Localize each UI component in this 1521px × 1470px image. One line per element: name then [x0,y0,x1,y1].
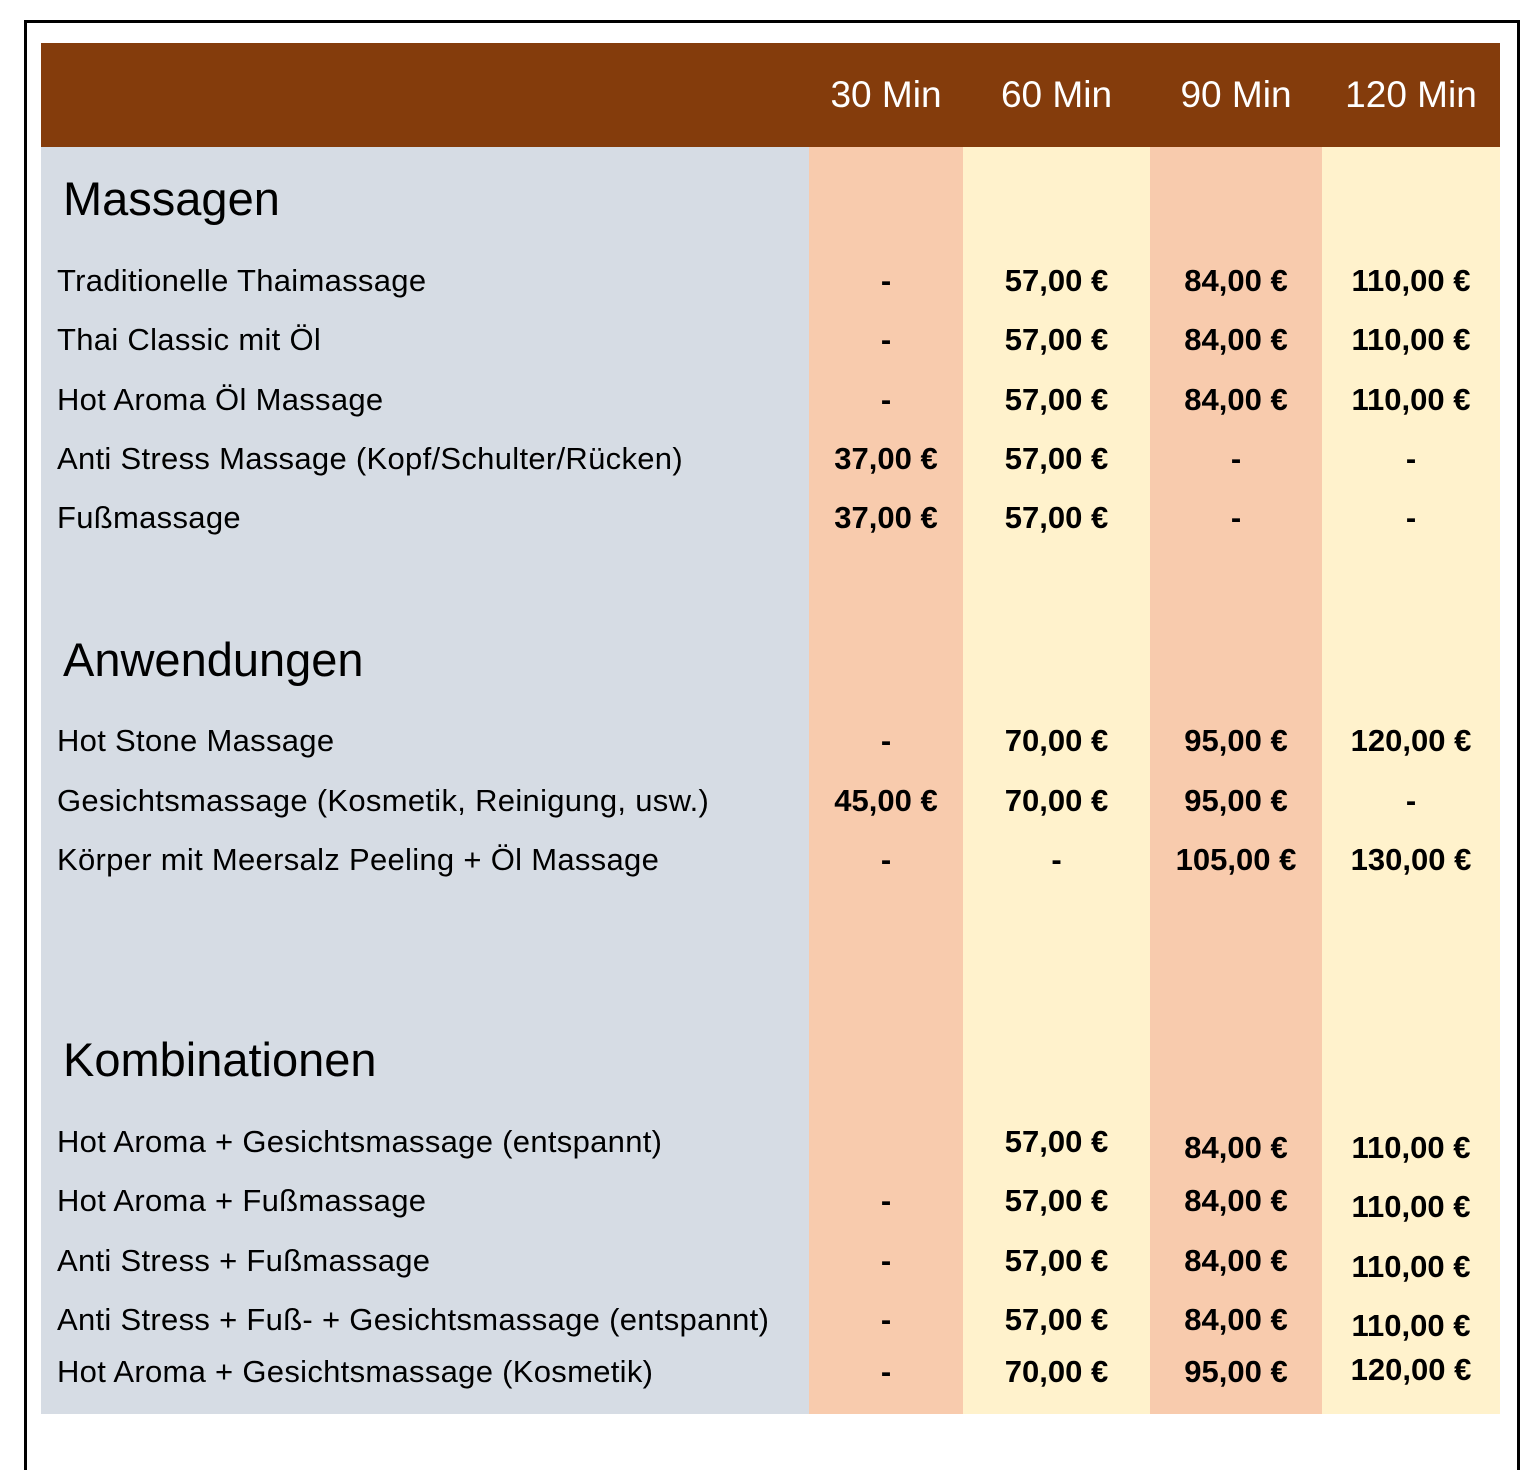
row-label: Thai Classic mit Öl [57,322,322,357]
table-row [41,1176,1500,1226]
section-title-massagen: Massagen [63,172,280,225]
price-90: 84,00 € [1184,1130,1288,1165]
table-row [41,835,1500,885]
price-90: 95,00 € [1184,783,1288,818]
price-table [41,43,1500,1414]
price-60: 57,00 € [1004,382,1109,417]
header-120-min: 120 Min [1345,74,1477,115]
price-30: - [880,322,892,357]
price-90: 84,00 € [1184,382,1288,417]
price-90: 95,00 € [1184,723,1288,758]
price-90: - [1230,500,1242,535]
price-60: 57,00 € [1004,500,1109,535]
price-90: 84,00 € [1184,322,1288,357]
price-60: 57,00 € [1004,1302,1109,1337]
price-60: 57,00 € [1004,1124,1109,1159]
price-90: 84,00 € [1184,263,1288,298]
table-row [41,256,1500,306]
price-60: 57,00 € [1004,1243,1109,1278]
row-label: Traditionelle Thaimassage [57,263,427,298]
price-30: 37,00 € [834,500,938,535]
price-60: 57,00 € [1004,441,1109,476]
header-60-min: 60 Min [1000,74,1113,115]
header-90-min: 90 Min [1180,74,1292,115]
price-120: - [1405,500,1417,535]
table-row [41,434,1500,484]
price-90: 105,00 € [1175,842,1297,877]
price-120: 130,00 € [1350,842,1472,877]
price-120: 110,00 € [1351,322,1471,357]
row-label: Anti Stress + Fuß- + Gesichtsmassage (entspannt) [57,1302,770,1337]
price-120: 110,00 € [1351,1308,1471,1343]
price-120: - [1405,441,1417,476]
price-30: 45,00 € [834,783,938,818]
price-120: - [1405,783,1417,818]
price-120: 120,00 € [1350,1352,1472,1387]
price-60: 70,00 € [1004,783,1109,818]
price-90: - [1230,441,1242,476]
price-90: 84,00 € [1184,1183,1288,1218]
price-30: - [880,263,892,298]
section-title-anwendungen: Anwendungen [63,633,364,686]
table-row [41,1347,1500,1397]
price-30: - [880,382,892,417]
price-120: 110,00 € [1351,263,1471,298]
price-90: 84,00 € [1184,1302,1288,1337]
price-120: 110,00 € [1351,382,1471,417]
row-label: Hot Aroma + Gesichtsmassage (entspannt) [57,1124,663,1159]
price-60: 57,00 € [1004,1183,1109,1218]
price-30: - [880,842,892,877]
row-label: Hot Aroma Öl Massage [57,382,384,417]
table-row [41,776,1500,826]
table-row [41,716,1500,766]
price-90: 95,00 € [1184,1354,1288,1389]
table-row [41,1117,1500,1167]
price-60: 57,00 € [1004,322,1109,357]
section-title-kombinationen: Kombinationen [63,1033,377,1086]
table-row [41,1295,1500,1345]
price-30: 37,00 € [834,441,938,476]
price-60: 70,00 € [1004,1354,1109,1389]
row-label: Hot Aroma + Gesichtsmassage (Kosmetik) [57,1354,654,1389]
price-90: 84,00 € [1184,1243,1288,1278]
table-row [41,315,1500,365]
price-120: 110,00 € [1351,1249,1471,1284]
price-120: 110,00 € [1351,1189,1471,1224]
row-label: Anti Stress + Fußmassage [57,1243,431,1278]
row-label: Hot Aroma + Fußmassage [57,1183,427,1218]
price-120: 120,00 € [1350,723,1472,758]
price-30: - [880,1354,892,1389]
price-30: - [880,1302,892,1337]
row-label: Hot Stone Massage [57,723,335,758]
price-60: 70,00 € [1004,723,1109,758]
row-label: Gesichtsmassage (Kosmetik, Reinigung, usw.) [57,783,710,818]
table-row [41,375,1500,425]
table-row [41,493,1500,543]
header-30-min: 30 Min [830,74,942,115]
table-row [41,1236,1500,1286]
row-label: Fußmassage [57,500,241,535]
price-120: 110,00 € [1351,1130,1471,1165]
row-label: Körper mit Meersalz Peeling + Öl Massage [57,842,660,877]
price-30: - [880,723,892,758]
price-30: - [880,1243,892,1278]
price-60: - [1051,842,1062,877]
price-30: - [880,1183,892,1218]
row-label: Anti Stress Massage (Kopf/Schulter/Rücken) [57,441,683,476]
price-60: 57,00 € [1004,263,1109,298]
